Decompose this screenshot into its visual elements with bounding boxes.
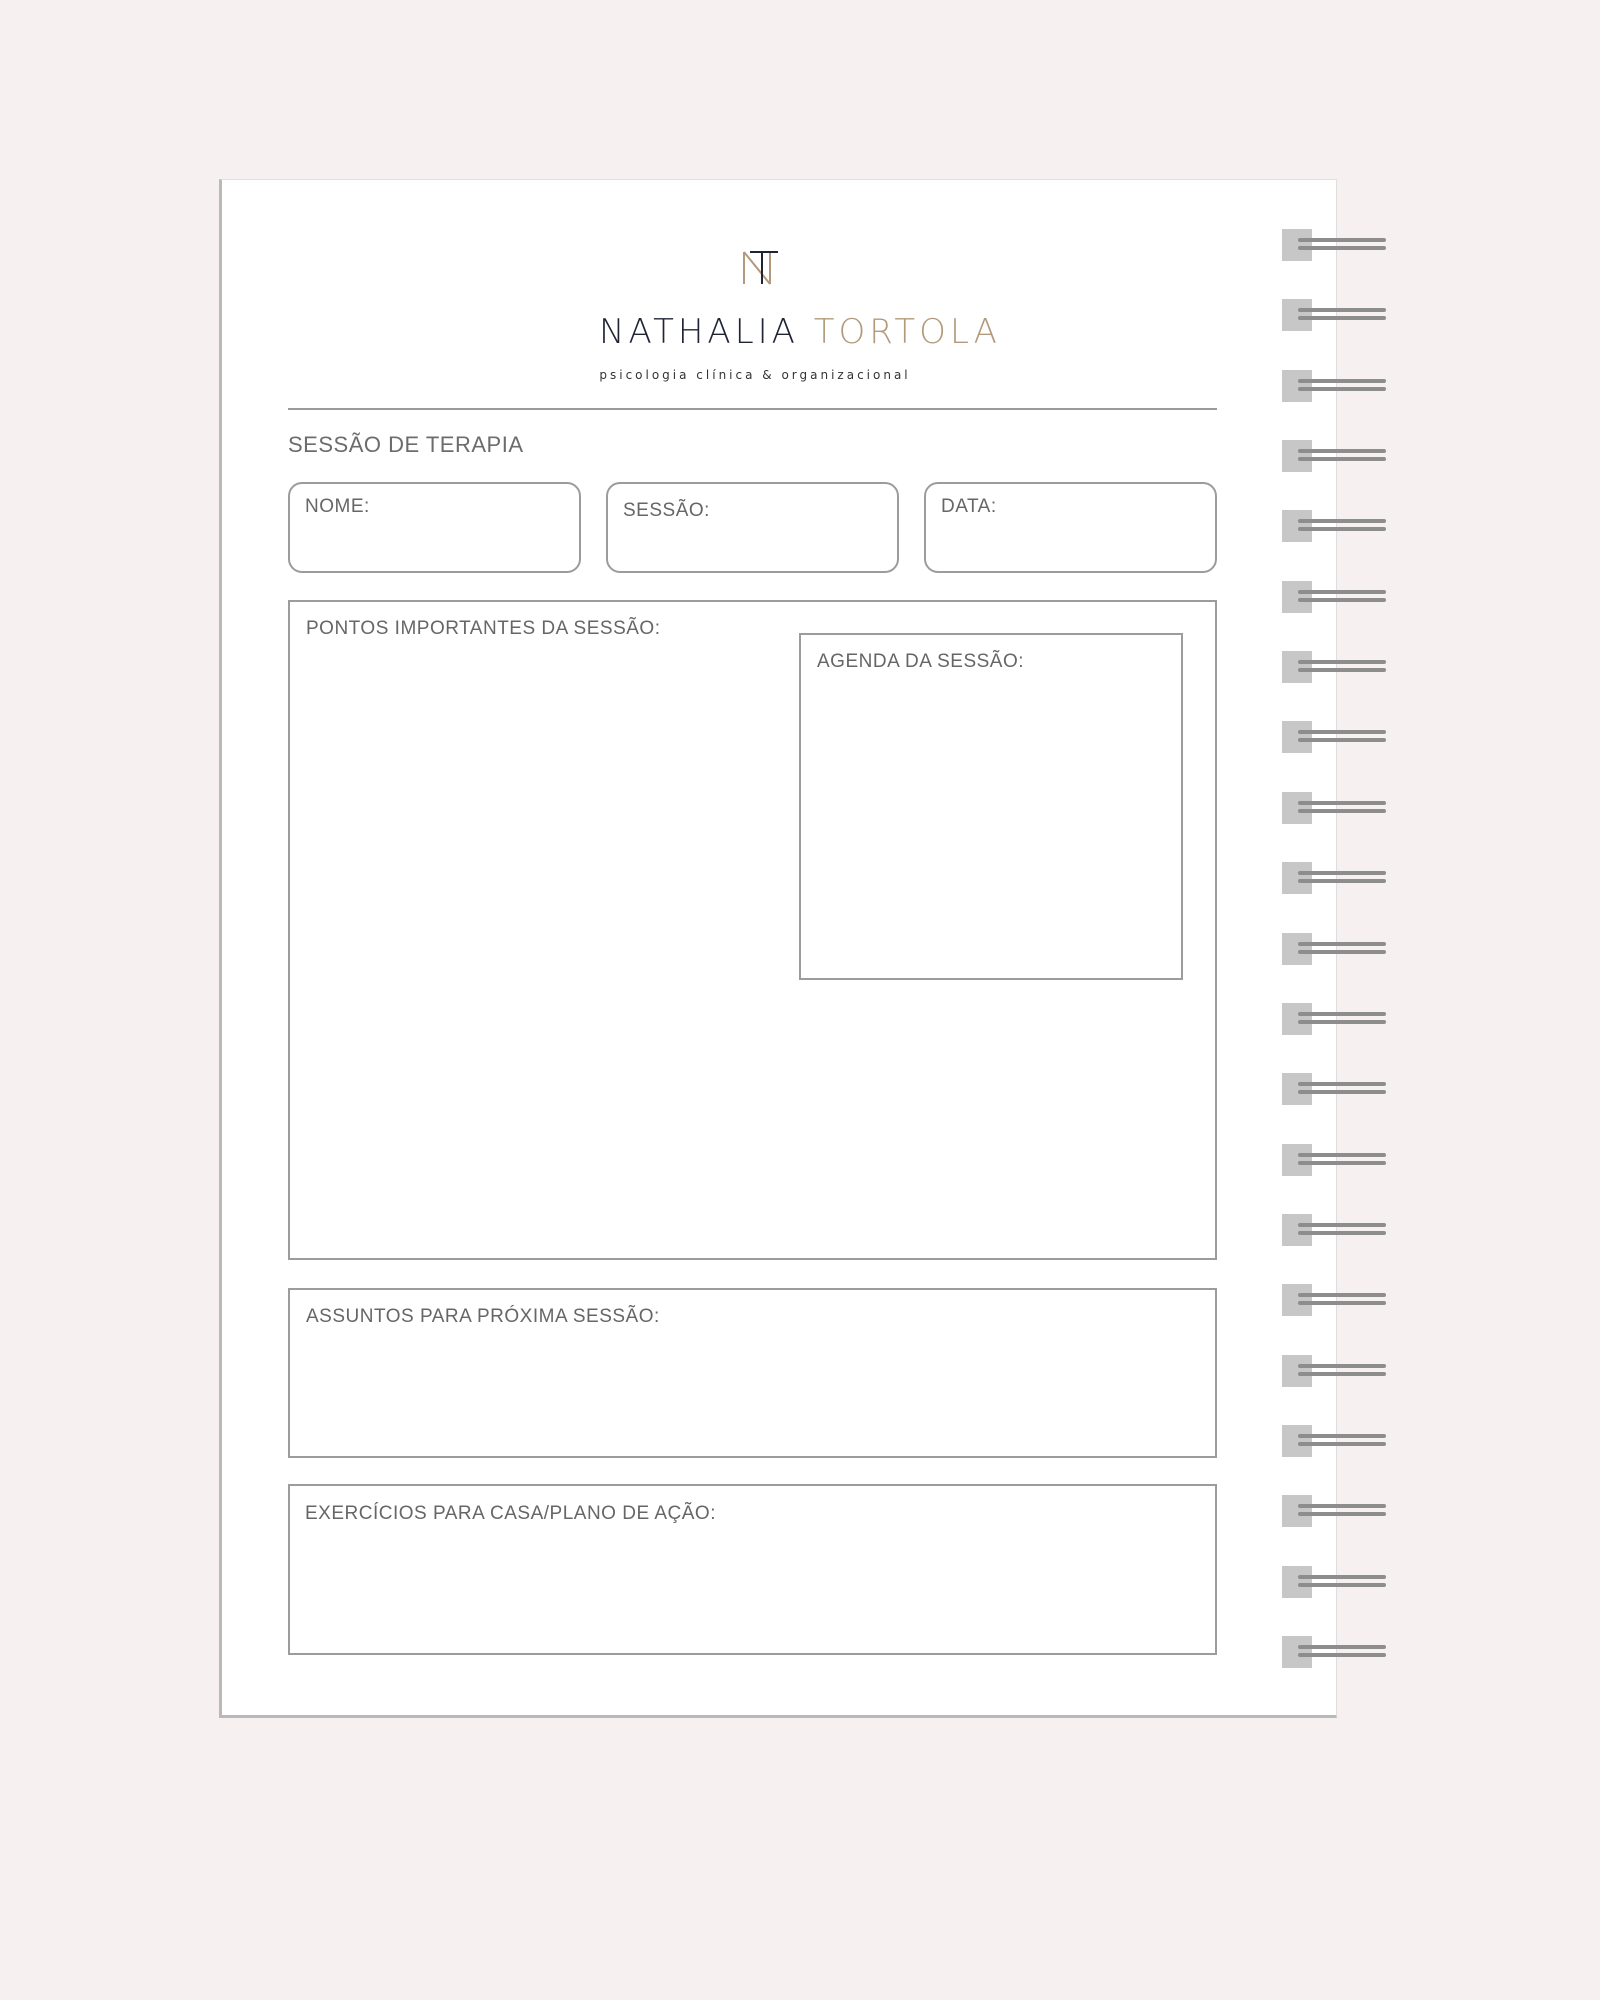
- spiral-ring-icon: [1282, 299, 1386, 331]
- agenda-box[interactable]: [799, 633, 1183, 980]
- spiral-ring-icon: [1282, 651, 1386, 683]
- name-field-label: NOME:: [305, 496, 370, 517]
- spiral-ring-icon: [1282, 1425, 1386, 1457]
- next-topics-box[interactable]: [288, 1288, 1217, 1458]
- spiral-ring-icon: [1282, 1003, 1386, 1035]
- spiral-ring-icon: [1282, 1073, 1386, 1105]
- spiral-ring-icon: [1282, 933, 1386, 965]
- brand-tagline: psicologia clínica & organizacional: [599, 368, 911, 382]
- spiral-ring-icon: [1282, 229, 1386, 261]
- spiral-ring-icon: [1282, 1636, 1386, 1668]
- next-topics-label: ASSUNTOS PARA PRÓXIMA SESSÃO:: [306, 1306, 660, 1327]
- header-divider: [288, 408, 1217, 410]
- spiral-ring-icon: [1282, 1495, 1386, 1527]
- spiral-ring-icon: [1282, 510, 1386, 542]
- agenda-label: AGENDA DA SESSÃO:: [817, 651, 1025, 672]
- nt-monogram-icon: [742, 248, 782, 286]
- spiral-ring-icon: [1282, 581, 1386, 613]
- spiral-ring-icon: [1282, 440, 1386, 472]
- brand-name: [400, 312, 1200, 352]
- brand-last-name: TORTOLA: [813, 312, 1001, 352]
- session-field[interactable]: [606, 482, 899, 573]
- spiral-ring-icon: [1282, 1214, 1386, 1246]
- date-field[interactable]: [924, 482, 1217, 573]
- brand-first-name: NATHALIA: [599, 312, 799, 352]
- spiral-ring-icon: [1282, 1284, 1386, 1316]
- name-field[interactable]: [288, 482, 581, 573]
- spiral-ring-icon: [1282, 1355, 1386, 1387]
- spiral-ring-icon: [1282, 792, 1386, 824]
- homework-box[interactable]: [288, 1484, 1217, 1655]
- spiral-ring-icon: [1282, 1144, 1386, 1176]
- date-field-label: DATA:: [941, 496, 997, 517]
- spiral-ring-icon: [1282, 862, 1386, 894]
- spiral-ring-icon: [1282, 721, 1386, 753]
- key-points-label: PONTOS IMPORTANTES DA SESSÃO:: [306, 618, 661, 639]
- page-title: SESSÃO DE TERAPIA: [288, 432, 524, 457]
- session-field-label: SESSÃO:: [623, 500, 710, 521]
- homework-label: EXERCÍCIOS PARA CASA/PLANO DE AÇÃO:: [305, 1503, 716, 1524]
- spiral-ring-icon: [1282, 370, 1386, 402]
- spiral-ring-icon: [1282, 1566, 1386, 1598]
